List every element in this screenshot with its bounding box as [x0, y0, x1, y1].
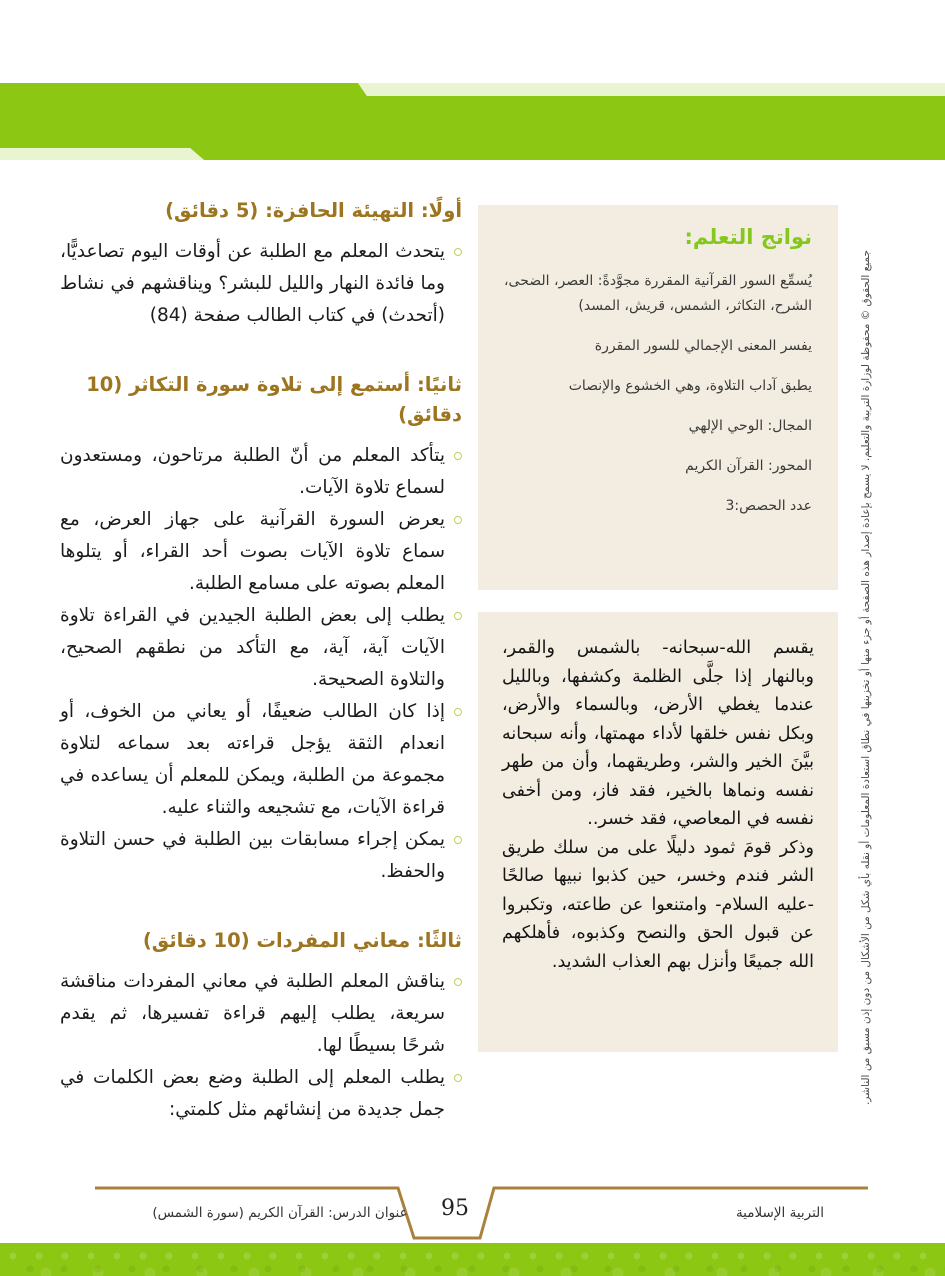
outcome-item: المحور: القرآن الكريم — [685, 458, 812, 474]
bullet-ring-icon — [454, 1074, 462, 1082]
surah-summary-box — [478, 612, 838, 1052]
bullet-text: يتأكد المعلم من أنّ الطلبة مرتاحون، ومستعدون لسماع تلاوة الآيات. — [60, 445, 445, 498]
list-item — [60, 236, 462, 332]
bullet-text: يتحدث المعلم مع الطلبة عن أوقات اليوم تصاعديًّا، وما فائدة النهار والليل للبشر؟ ويناقشهم في نشاط (أتحدث) في كتاب الطالب صفحة (84) — [60, 241, 445, 326]
list-item — [60, 824, 462, 888]
learning-outcomes-box — [478, 205, 838, 590]
copyright-vertical-text: جميع الحقوق © محفوظة لوزارة التربية والتعليم. لا يسمح بإعادة إصدار هذه الصفحة أو جزء منها أو تخزينها في نطاق استعادة المعلومات أو نقله بأي شكل من الأشكال من دون إذن مسبق من الناشر. — [860, 250, 872, 1105]
section-heading-1: أولًا: التهيئة الحافزة: (5 دقائق) — [165, 199, 462, 222]
outcome-item: المجال: الوحي الإلهي — [688, 418, 812, 434]
list-item — [60, 440, 462, 504]
outcome-item: عدد الحصص:3 — [725, 498, 812, 514]
bullet-text: يناقش المعلم الطلبة في معاني المفردات مناقشة سريعة، يطلب إليهم قراءة تفسيرها، ثم يقدم شرحًا بسيطًا لها. — [60, 971, 445, 1056]
bullet-text: يعرض السورة القرآنية على جهاز العرض، مع سماع تلاوة الآيات بصوت أحد القراء، أو يتلوها المعلم بصوته على مسامع الطلبة. — [60, 509, 445, 594]
header-pale-accent-bottom — [0, 148, 204, 160]
bullet-text: يمكن إجراء مسابقات بين الطلبة في حسن التلاوة والحفظ. — [60, 829, 445, 882]
list-item — [60, 966, 462, 1062]
bullet-text: يطلب إلى بعض الطلبة الجيدين في القراءة تلاوة الآيات آية، آية، مع التأكد من نطقهم الصحيح، والتلاوة الصحيحة. — [60, 605, 445, 690]
footer-subject-label: التربية الإسلامية — [735, 1205, 825, 1221]
bullet-text: يطلب المعلم إلى الطلبة وضع بعض الكلمات في جمل جديدة من إنشائهم مثل كلمتي: — [60, 1067, 445, 1120]
list-item — [60, 504, 462, 600]
header-pale-accent-top — [358, 83, 945, 96]
bullet-ring-icon — [454, 248, 462, 256]
list-item — [60, 696, 462, 824]
bullet-ring-icon — [454, 708, 462, 716]
outcome-item: يطبق آداب التلاوة، وهي الخشوع والإنصات — [568, 378, 812, 394]
summary-paragraph: يقسم الله-سبحانه- بالشمس والقمر، وبالنهار إذا جلَّى الظلمة وكشفها، وبالليل عندما يغطي الأرض، وبالسماء والأرض، وبكل نفس خلقها لأداء مهمتها، وأنه سبحانه بيَّنَ الخير والشر، وطريقهما، وأن من طهر نفسه ونماها بالخير، فقد فاز، ومن أخفى نفسه في المعاصي، فقد خسر.. — [502, 638, 814, 829]
page-number: 95 — [441, 1196, 469, 1221]
bullet-ring-icon — [454, 516, 462, 524]
footer-green-band — [0, 1243, 945, 1276]
summary-paragraph: وذكر قومَ ثمود دليلًا على من سلك طريق الشر فندم وخسر، حين كذبوا نبيها صالحًا -عليه السلام- وامتنعوا عن طاعته، وتكبروا عن قبول الحق والنصح وكذبوه، فأهلكهم الله جميعًا وأنزل بهم العذاب الشديد. — [502, 837, 814, 972]
list-item — [60, 600, 462, 696]
header-green-band — [0, 0, 945, 160]
section-heading-2: ثانيًا: أستمع إلى تلاوة سورة التكاثر (10 دقائق) — [86, 373, 462, 426]
bullet-ring-icon — [454, 836, 462, 844]
bullet-ring-icon — [454, 978, 462, 986]
lesson-steps-column — [60, 196, 462, 1126]
learning-outcomes-title: نواتج التعلم: — [684, 225, 812, 249]
bullet-ring-icon — [454, 452, 462, 460]
section-heading-3: ثالثًا: معاني المفردات (10 دقائق) — [142, 929, 462, 952]
footer-lesson-title: عنوان الدرس: القرآن الكريم (سورة الشمس) — [152, 1205, 408, 1221]
bullet-text: إذا كان الطالب ضعيفًا، أو يعاني من الخوف، أو انعدام الثقة يؤجل قراءته بعد سماعه لتلاوة مجموعة من الطلبة، ويمكن للمعلم أن يساعده في قراءة الآيات، مع تشجيعه والثناء عليه. — [60, 701, 445, 818]
outcome-item: يُسمِّع السور القرآنية المقررة مجوَّدةً: العصر، الضحى، الشرح، التكاثر، الشمس، قريش، المسد) — [504, 273, 812, 314]
outcome-item: يفسر المعنى الإجمالي للسور المقررة — [594, 338, 812, 354]
list-item — [60, 1062, 462, 1126]
bullet-ring-icon — [454, 612, 462, 620]
